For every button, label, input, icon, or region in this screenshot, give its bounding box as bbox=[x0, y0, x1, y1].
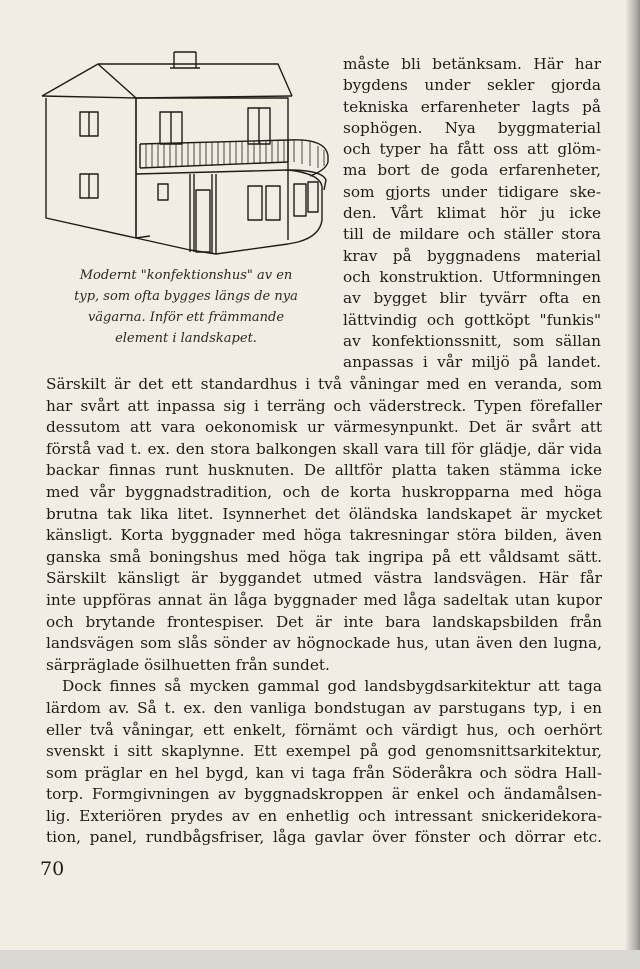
caption-line: vägarna. Inför ett främmande bbox=[87, 310, 285, 325]
text-line: känsligt. Korta byggnader med höga takresningar störa bilden, även bbox=[46, 526, 602, 545]
text-line: eller två våningar, ett enkelt, förnämt och värdigt hus, och oerhört bbox=[46, 720, 602, 739]
text-line: Särskilt känsligt är byggandet utmed västra landsvägen. Här får bbox=[46, 569, 602, 588]
figure-caption bbox=[40, 265, 332, 349]
body-text bbox=[46, 374, 602, 849]
text-line: lättvindig och gottköpt "funkis" bbox=[343, 310, 601, 329]
text-line: som präglar en hel bygd, kan vi taga från Söderåkra och södra Hall- bbox=[46, 763, 602, 782]
caption-line: typ, som ofta bygges längs de nya bbox=[74, 289, 298, 304]
text-line: ma bort de goda erfarenheter, bbox=[343, 161, 601, 180]
text-line: landsvägen som slås sönder av högnockade hus, utan även den lugna, bbox=[46, 634, 602, 653]
text-line: backar finnas runt husknuten. De alltför platta taken stämma icke bbox=[46, 461, 602, 480]
caption-line: Modernt "konfektionshus" av en bbox=[79, 268, 293, 283]
paragraph-1 bbox=[46, 374, 602, 676]
text-line: som gjorts under tidigare ske- bbox=[343, 182, 601, 201]
text-line: torp. Formgivningen av byggnadskroppen är enkel och ändamålsen- bbox=[46, 785, 602, 804]
text-line: av konfektionssnitt, som sällan bbox=[343, 331, 601, 350]
text-line: anpassas i vår miljö på landet. bbox=[343, 353, 601, 372]
page-edge-shadow bbox=[626, 0, 640, 950]
house-icon bbox=[40, 40, 330, 280]
text-line: Dock finnes så mycken gammal god landsbygdsarkitektur att taga bbox=[62, 677, 602, 696]
paragraph-2 bbox=[46, 676, 602, 849]
text-line: Särskilt är det ett standardhus i två våningar med en veranda, som bbox=[46, 375, 602, 393]
text-line: krav på byggnadens material bbox=[343, 246, 601, 265]
text-line: sophögen. Nya byggmaterial bbox=[343, 118, 601, 137]
text-line: har svårt att inpassa sig i terräng och väderstreck. Typen förefaller bbox=[46, 396, 602, 415]
house-illustration bbox=[40, 40, 330, 280]
text-line: av bygget blir tyvärr ofta en bbox=[343, 289, 601, 308]
text-line: måste bli betänksam. Här har bbox=[343, 55, 601, 73]
text-line: den. Vårt klimat hör ju icke bbox=[343, 204, 601, 223]
text-line: lig. Exteriören prydes av en enhetlig och intressant snickeridekora- bbox=[46, 806, 602, 825]
text-line: tion, panel, rundbågsfriser, låga gavlar över fönster och dörrar etc. bbox=[46, 828, 602, 847]
scan-bottom-strip bbox=[0, 950, 640, 969]
text-line: dessutom att vara oekonomisk ur värmesynpunkt. Det är svårt att bbox=[46, 418, 602, 437]
text-line: till de mildare och ställer stora bbox=[343, 225, 601, 244]
text-line: och brytande frontespiser. Det är inte bara landskapsbilden från bbox=[46, 612, 602, 631]
text-line: bygdens under sekler gjorda bbox=[343, 76, 601, 95]
text-line: och konstruktion. Utformningen bbox=[343, 267, 601, 286]
caption-line: element i landskapet. bbox=[115, 331, 257, 346]
text-line: särpräglade ösilhuetten från sundet. bbox=[46, 655, 330, 674]
text-line: tekniska erfarenheter lagts på bbox=[343, 97, 601, 116]
text-line: och typer ha fått oss att glöm- bbox=[343, 140, 601, 159]
text-line: ganska små boningshus med höga tak ingripa på ett våldsamt sätt. bbox=[46, 547, 602, 566]
right-column-text bbox=[343, 54, 601, 373]
text-line: svenskt i sitt skaplynne. Ett exempel på god genomsnittsarkitektur, bbox=[46, 742, 602, 761]
text-line: lärdom av. Så t. ex. den vanliga bondstugan av parstugans typ, i en bbox=[46, 698, 602, 717]
text-line: med vår byggnadstradition, och de korta huskropparna med höga bbox=[46, 482, 602, 501]
text-line: brutna tak lika litet. Isynnerhet det öländska landskapet är mycket bbox=[46, 504, 602, 523]
page-number: 70 bbox=[40, 858, 65, 880]
text-line: förstå vad t. ex. den stora balkongen skall vara till för glädje, där vida bbox=[46, 439, 602, 458]
text-line: inte uppföras annat än låga byggnader med låga sadeltak utan kupor bbox=[46, 590, 602, 609]
